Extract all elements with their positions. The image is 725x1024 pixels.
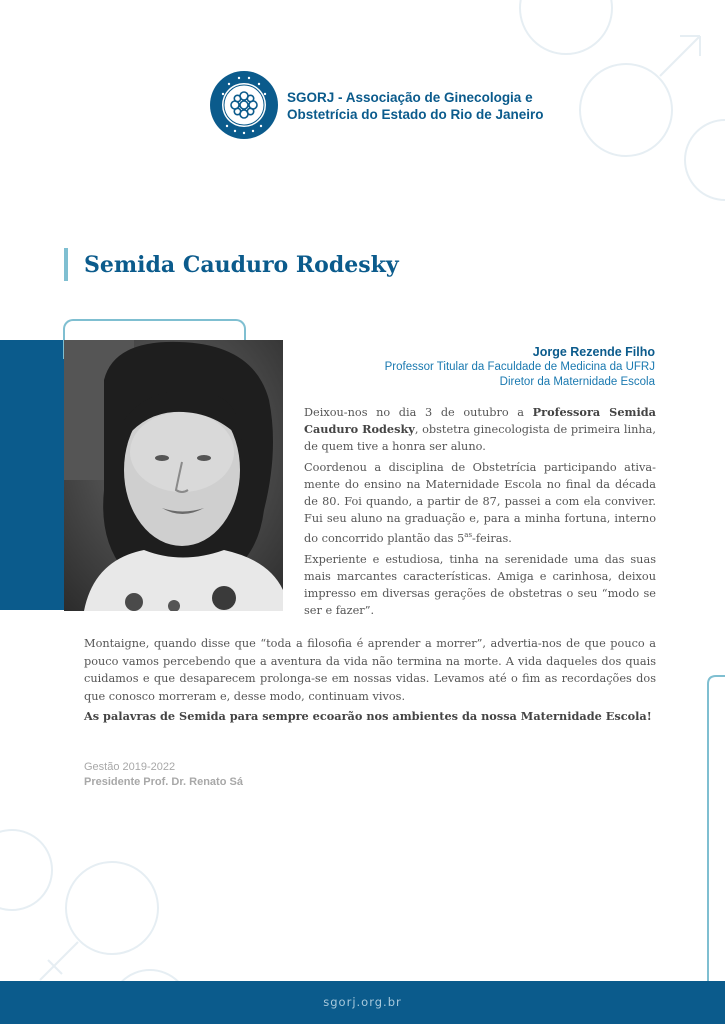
author-block — [385, 344, 655, 389]
paragraph-3: Experiente e estudiosa, tinha na serenidade uma das suas mais marcantes características. Amiga e carinhosa, deixou impresso em diversas gerações de obstetras o seu “modo se ser e fazer”. — [304, 552, 656, 617]
paragraph-2 — [304, 459, 656, 547]
article-full-width-text — [84, 635, 656, 729]
author-role-2: Diretor da Maternidade Escola — [499, 375, 655, 388]
author-role-1: Professor Titular da Faculdade de Medicina da UFRJ — [384, 361, 655, 373]
paragraph-1 — [304, 404, 656, 455]
term-text: Gestão 2019-2022 — [84, 761, 176, 773]
management-note — [84, 760, 243, 789]
org-name-line2: Obstetrícia do Estado do Rio de Janeiro — [287, 107, 544, 122]
article-column-text — [304, 404, 656, 623]
p2-end: -feiras. — [472, 531, 512, 545]
website-link[interactable]: sgorj.org.br — [323, 995, 402, 1009]
sgorj-logo — [209, 70, 279, 140]
organization-name — [287, 89, 547, 123]
closing-sentence: As palavras de Semida para sempre ecoarão nos ambientes da nossa Maternidade Escola! — [84, 709, 652, 723]
p1-end: , obstetra ginecologista de primeira linha, de quem tive a honra ser aluno. — [304, 423, 656, 453]
p2-superscript: as — [464, 531, 473, 539]
p1-name: Professora Semida Cauduro Rodesky — [304, 405, 656, 436]
paragraph-4: Montaigne, quando disse que “toda a filosofia é aprender a morrer”, advertia-nos de que pouco a pouco vamos percebendo que a aventura da vida não termina na morte. A vida daqueles dos quais cuidamos e que desaparecem prolonga-se em nossas vidas. Levamos até o fim as recordações dos que conosco morreram e, desse modo, continuam vivos. — [84, 637, 656, 703]
author-name: Jorge Rezende Filho — [532, 345, 655, 359]
president-text: Presidente Prof. Dr. Renato Sá — [84, 775, 243, 788]
title-accent-bar — [64, 248, 68, 281]
portrait-photo — [64, 340, 283, 611]
left-blue-band — [0, 340, 64, 610]
p2-start: Coordenou a disciplina de Obstetrícia participando ativamente do ensino na Maternidade Escola no final da década de 80. Foi quando, a partir de 87, passei a com ela conviver. Fui seu aluno na graduação e, para a minha fortuna, interno do concorrido plantão das 5 — [304, 461, 656, 545]
p1-start: Deixou-nos no dia 3 de outubro a — [304, 406, 533, 419]
org-name-line1: SGORJ - Associação de Ginecologia e — [287, 90, 533, 105]
page-title: Semida Cauduro Rodesky — [84, 252, 399, 278]
